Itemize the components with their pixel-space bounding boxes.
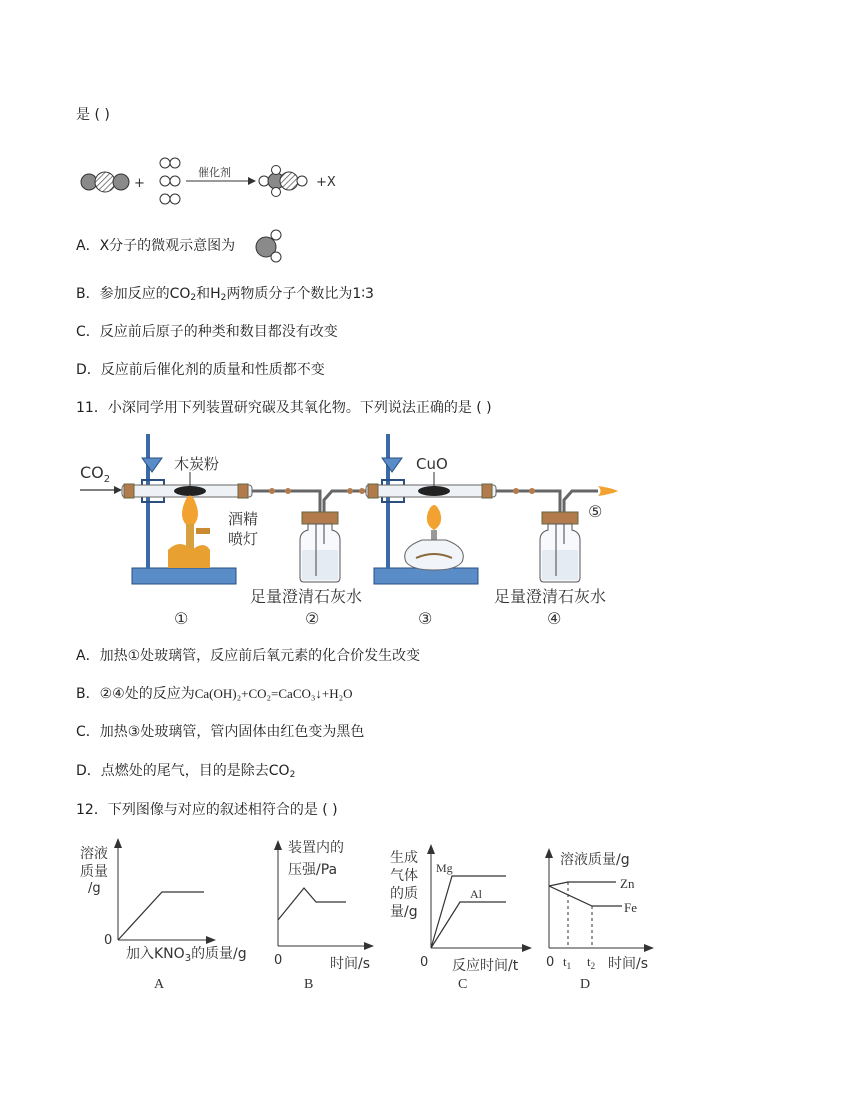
limewater-label-2: 足量澄清石灰水: [494, 587, 607, 606]
option-b-sub1: 2: [190, 293, 197, 303]
graph-d-series-fe: [549, 886, 622, 906]
lamp-label-2: 喷灯: [228, 530, 259, 548]
graph-b-y-label-1: 装置内的: [288, 840, 344, 856]
graph-b: [274, 839, 374, 992]
graph-a-x-label: 加入$KNO_3$的质量/g: [126, 946, 247, 964]
arrow-head-icon: [248, 177, 256, 185]
graph-d-t2-label: $t_2$: [587, 954, 596, 971]
q10-option-c: C．反应前后原子的种类和数目都没有改变: [76, 324, 338, 340]
graph-c-y-label-1: 生成: [390, 850, 418, 866]
q11-option-c: C．加热③处玻璃管，管内固体由红色变为黑色: [76, 724, 365, 740]
graph-a-x-arrow-icon: [206, 936, 216, 944]
rubber-connector-2: [324, 488, 372, 512]
methanol-molecule-icon: [259, 166, 307, 197]
graph-c-y-label-3: 的质: [390, 886, 418, 902]
limewater-bottle-2: [540, 512, 580, 582]
option-b-mid: 和H: [196, 286, 221, 302]
graph-b-y-arrow-icon: [274, 840, 282, 850]
graph-c: [390, 844, 532, 992]
alcohol-lamp: [405, 505, 464, 570]
position-2-label: ②: [305, 609, 320, 628]
q11-apparatus-diagram: [76, 432, 636, 632]
graph-d-x-arrow-icon: [644, 944, 654, 952]
q11-option-b-formula: Ca(OH)₂+CO₂=CaCO₃↓+H₂O: [194, 686, 353, 701]
graph-c-al-label: Al: [470, 887, 482, 901]
graph-c-tag: C: [458, 977, 468, 992]
inflow-arrow-head-icon: [114, 486, 122, 494]
cuo-label: CuO: [416, 455, 448, 473]
q10-option-b: [76, 283, 374, 303]
graph-c-y-label-2: 气体: [390, 868, 418, 884]
graph-a-curve: [118, 892, 204, 940]
graph-b-origin: 0: [274, 953, 283, 968]
graph-a-y-label-1: 溶液: [80, 846, 108, 862]
graph-c-y-arrow-icon: [427, 844, 435, 854]
co2-molecule-icon: [81, 172, 129, 192]
position-3-label: ③: [418, 609, 433, 628]
q11-option-b: [76, 683, 353, 703]
graph-d-series-zn: [549, 882, 616, 886]
tail-gas-flame-icon: [598, 486, 618, 496]
co2-label: $CO_2$: [80, 463, 111, 485]
graph-a-y-label-2: 质量: [80, 864, 108, 880]
graph-a-y-arrow-icon: [114, 838, 122, 848]
graph-c-mg-label: Mg: [436, 861, 453, 875]
graph-c-series-mg: [431, 876, 506, 948]
limewater-label-1: 足量澄清石灰水: [250, 587, 363, 606]
q10-option-a: [76, 235, 235, 255]
plus-sign: +: [134, 176, 145, 191]
q10-option-d: D．反应前后催化剂的质量和性质都不变: [76, 362, 325, 378]
position-1-label: ①: [174, 609, 189, 628]
graph-d-y-arrow-icon: [545, 848, 553, 858]
rubber-connector-3: [496, 488, 560, 512]
graph-b-y-label-2: 压强/Pa: [288, 862, 338, 878]
graph-d-y-label: 溶液质量/g: [560, 852, 630, 868]
graph-b-x-label: 时间/s: [330, 956, 371, 972]
q11-stem: 11．小深同学用下列装置研究碳及其氧化物。下列说法正确的是 ( ): [76, 400, 492, 416]
graph-d-zn-label: Zn: [620, 876, 635, 891]
graph-d-x-label: 时间/s: [608, 956, 649, 972]
catalyst-label: 催化剂: [198, 166, 231, 179]
charcoal-label: 木炭粉: [174, 455, 220, 473]
q10-stem-tail: 是 ( ): [76, 107, 110, 123]
rubber-connector-1: [252, 488, 320, 512]
lamp-label-1: 酒精: [228, 510, 259, 528]
q12-graphs: [76, 836, 666, 996]
option-b-pre: B．参加反应的CO: [76, 286, 191, 302]
option-a-text: A．X分子的微观示意图为: [76, 238, 236, 254]
graph-d-tag: D: [580, 977, 591, 992]
glass-tube-1: [122, 484, 252, 498]
graph-c-x-label: 反应时间/t: [452, 958, 519, 974]
limewater-bottle-1: [300, 512, 340, 582]
graph-c-x-arrow-icon: [522, 944, 532, 952]
option-b-post: 两物质分子个数比为1∶3: [226, 286, 374, 302]
q11-option-d-pre: D．点燃处的尾气，目的是除去CO: [76, 763, 290, 779]
water-molecule-icon: [252, 227, 292, 267]
graph-a-y-label-3: /g: [88, 881, 101, 896]
option-b-sub2: 2: [220, 293, 227, 303]
q10-reaction-diagram: [76, 150, 366, 210]
graph-c-origin: 0: [420, 955, 429, 970]
position-5-label: ⑤: [588, 502, 603, 521]
q12-stem: 12．下列图像与对应的叙述相符合的是 ( ): [76, 802, 338, 818]
graph-d-t1-label: $t_1$: [563, 954, 572, 971]
graph-b-curve: [278, 888, 346, 920]
q11-option-d: [76, 760, 295, 780]
h2-molecules-icon: [160, 158, 180, 204]
q11-option-b-pre: B．②④处的反应为: [76, 686, 195, 702]
position-4-label: ④: [547, 609, 562, 628]
graph-d: [545, 848, 654, 992]
graph-a: [80, 838, 247, 992]
q11-option-d-sub: 2: [289, 770, 296, 780]
plus-x-label: +X: [316, 175, 336, 190]
graph-b-tag: B: [304, 977, 314, 992]
blast-lamp: [168, 496, 210, 569]
graph-a-origin: 0: [104, 933, 113, 948]
graph-d-fe-label: Fe: [624, 900, 637, 915]
glass-tube-2: [366, 484, 496, 498]
graph-a-tag: A: [154, 977, 165, 992]
graph-d-origin: 0: [546, 955, 555, 970]
graph-b-x-arrow-icon: [364, 942, 374, 950]
q11-option-a: A．加热①处玻璃管，反应前后氧元素的化合价发生改变: [76, 648, 421, 664]
graph-c-y-label-4: 量/g: [390, 904, 418, 920]
